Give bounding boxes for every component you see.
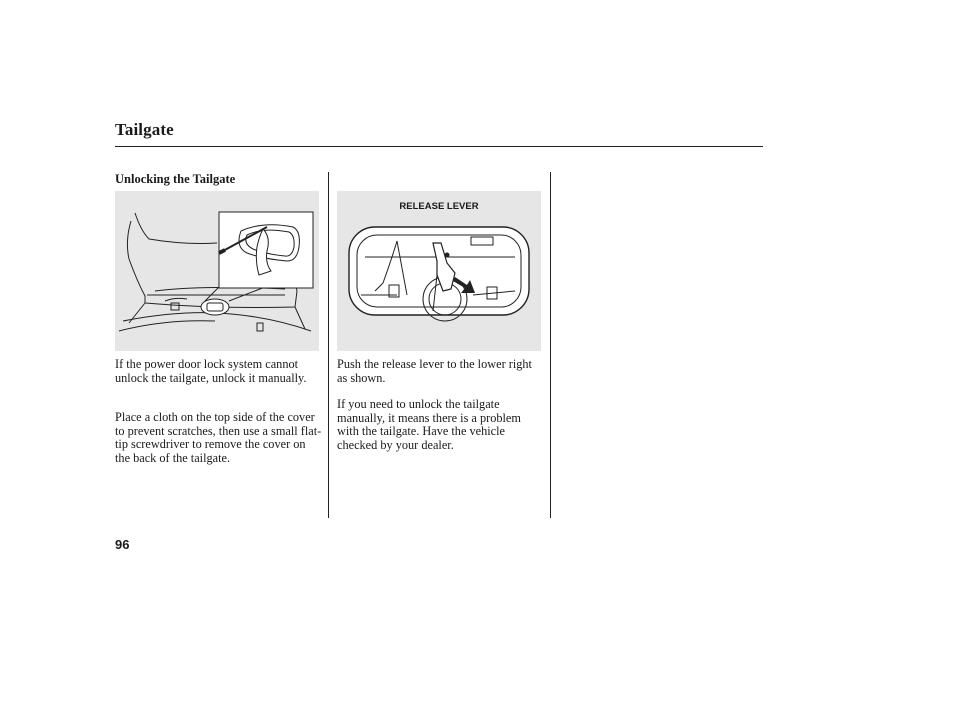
paragraph-dealer-notice: If you need to unlock the tailgate manually, it means there is a problem with the tailgate. Have the vehicle checked by your dealer.: [337, 397, 521, 452]
section-heading: Unlocking the Tailgate: [115, 172, 236, 186]
title-divider: [115, 146, 763, 147]
column-divider-2: [550, 172, 551, 518]
figure-release-lever: [337, 191, 541, 351]
inset-detail: [219, 212, 313, 288]
release-lever-label: RELEASE LEVER: [399, 201, 479, 212]
figure-cover-removal: [115, 191, 319, 351]
paragraph-push-lever: Push the release lever to the lower right as shown.: [337, 357, 532, 385]
page-title: Tailgate: [115, 120, 174, 139]
paragraph-intro: If the power door lock system cannot unlock the tailgate, unlock it manually.: [115, 357, 307, 385]
column-divider-1: [328, 172, 329, 518]
paragraph-cover-instructions: Place a cloth on the top side of the cover to prevent scratches, then use a small flat-tip screwdriver to remove the cover on the back of the tailgate.: [115, 410, 322, 465]
release-lever-icon: [337, 191, 541, 351]
tailgate-icon: [115, 191, 319, 351]
page-number: 96: [115, 537, 130, 552]
